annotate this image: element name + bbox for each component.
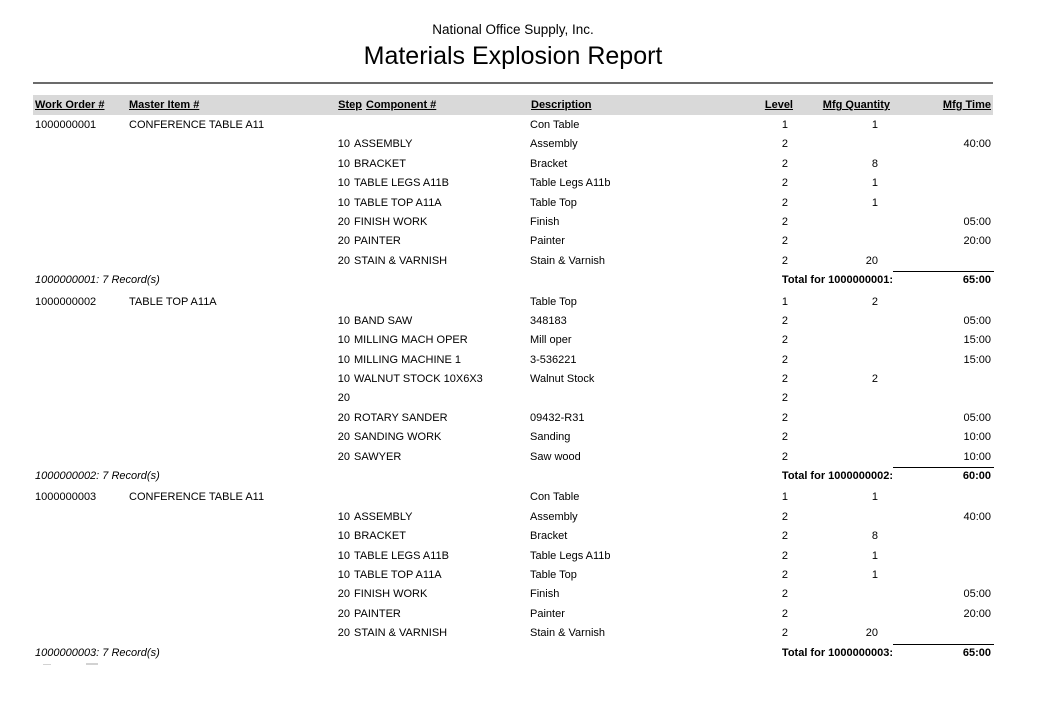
component-time: 40:00	[963, 510, 991, 523]
component-level: 2	[781, 177, 788, 190]
component-number: ASSEMBLY	[354, 510, 413, 523]
col-header-description: Description	[531, 99, 592, 111]
component-quantity: 8	[871, 157, 878, 170]
component-description: Mill oper	[530, 334, 572, 347]
component-quantity: 1	[871, 177, 878, 190]
component-description: Stain & Varnish	[530, 254, 606, 267]
component-row	[33, 155, 993, 174]
record-count-label: 1000000003: 7 Record(s)	[35, 646, 160, 659]
block-footer-row	[33, 644, 993, 663]
step-number: 10	[337, 157, 350, 170]
component-quantity: 1	[871, 196, 878, 209]
component-level: 2	[781, 568, 788, 581]
step-number: 20	[337, 392, 350, 405]
header-rule	[33, 82, 993, 84]
component-quantity: 1	[871, 568, 878, 581]
component-number: SANDING WORK	[354, 431, 442, 444]
step-number: 20	[337, 254, 350, 267]
master-item-row	[33, 116, 993, 135]
master-level: 1	[781, 119, 788, 131]
component-description: Finish	[530, 588, 560, 601]
master-level: 1	[781, 295, 788, 308]
work-order-number: 1000000003	[35, 491, 97, 504]
component-quantity: 1	[871, 549, 878, 562]
step-number: 10	[337, 353, 350, 366]
step-number: 20	[337, 627, 350, 640]
component-description: 09432-R31	[530, 411, 585, 424]
component-description: Bracket	[530, 530, 568, 543]
component-number: BAND SAW	[354, 314, 413, 327]
component-level: 2	[781, 157, 788, 170]
report-body	[33, 116, 993, 665]
component-row	[33, 585, 993, 604]
column-header-bar	[33, 95, 993, 115]
step-number: 20	[337, 411, 350, 424]
step-number: 20	[337, 607, 350, 620]
component-level: 2	[781, 392, 788, 405]
clipped-next-row-artifact	[43, 664, 51, 665]
component-description: Assembly	[530, 510, 578, 523]
block-footer-row	[33, 271, 993, 290]
step-number: 10	[337, 530, 350, 543]
component-quantity: 8	[871, 530, 878, 543]
company-name: National Office Supply, Inc.	[432, 22, 594, 37]
step-number: 20	[337, 215, 350, 228]
component-time: 15:00	[963, 353, 991, 366]
step-number: 10	[337, 314, 350, 327]
component-level: 2	[781, 627, 788, 640]
component-time: 10:00	[963, 450, 991, 463]
component-number: TABLE TOP A11A	[354, 196, 442, 209]
work-order-number: 1000000002	[35, 295, 97, 308]
total-time: 65:00	[962, 646, 991, 659]
component-level: 2	[781, 254, 788, 267]
master-item-row	[33, 293, 993, 312]
master-level: 1	[781, 491, 788, 504]
master-description: Con Table	[530, 491, 580, 504]
master-quantity: 1	[871, 491, 878, 504]
component-level: 2	[781, 431, 788, 444]
component-row	[33, 448, 993, 467]
component-number: FINISH WORK	[354, 588, 428, 601]
component-quantity: 20	[865, 627, 878, 640]
component-row	[33, 351, 993, 370]
component-description: Table Top	[530, 568, 577, 581]
component-row	[33, 605, 993, 624]
component-row	[33, 331, 993, 350]
component-row	[33, 409, 993, 428]
component-level: 2	[781, 215, 788, 228]
component-level: 2	[781, 607, 788, 620]
col-header-work-order: Work Order #	[35, 99, 105, 111]
component-row	[33, 527, 993, 546]
component-level: 2	[781, 588, 788, 601]
component-level: 2	[781, 450, 788, 463]
component-description: Table Top	[530, 196, 577, 209]
component-description: 3-536221	[530, 353, 577, 366]
component-level: 2	[781, 530, 788, 543]
component-number: TABLE LEGS A11B	[354, 177, 449, 190]
step-number: 20	[337, 431, 350, 444]
component-number: PAINTER	[354, 235, 401, 248]
master-item-number: CONFERENCE TABLE A11	[129, 491, 265, 504]
col-header-component: Component #	[366, 99, 437, 111]
work-order-number: 1000000001	[35, 119, 97, 131]
component-row	[33, 312, 993, 331]
component-number: ROTARY SANDER	[354, 411, 448, 424]
component-row	[33, 508, 993, 527]
step-number: 10	[337, 568, 350, 581]
master-item-row	[33, 488, 993, 507]
component-time: 40:00	[963, 138, 991, 151]
component-row	[33, 428, 993, 447]
component-row	[33, 135, 993, 154]
report-title: Materials Explosion Report	[363, 42, 663, 70]
work-order-block	[33, 116, 993, 291]
component-number: BRACKET	[354, 530, 406, 543]
component-row	[33, 252, 993, 271]
component-number: MILLING MACH OPER	[354, 334, 468, 347]
col-header-step: Step	[338, 99, 362, 111]
component-description: Sanding	[530, 431, 571, 444]
block-footer-row	[33, 467, 993, 486]
component-level: 2	[781, 373, 788, 386]
component-level: 2	[781, 138, 788, 151]
component-time: 15:00	[963, 334, 991, 347]
component-level: 2	[781, 196, 788, 209]
component-number: SAWYER	[354, 450, 402, 463]
component-description: Painter	[530, 607, 565, 620]
record-count-label: 1000000002: 7 Record(s)	[35, 470, 160, 483]
col-header-mfg-time: Mfg Time	[942, 99, 991, 111]
component-number: BRACKET	[354, 157, 406, 170]
step-number: 10	[337, 510, 350, 523]
component-row	[33, 232, 993, 251]
component-time: 20:00	[963, 607, 991, 620]
component-description: Table Legs A11b	[530, 549, 611, 562]
component-time: 05:00	[963, 411, 991, 424]
component-number: MILLING MACHINE 1	[354, 353, 461, 366]
component-time: 05:00	[963, 215, 991, 228]
component-level: 2	[781, 235, 788, 248]
component-row	[33, 194, 993, 213]
component-number: FINISH WORK	[354, 215, 428, 228]
work-order-block	[33, 488, 993, 663]
clipped-next-row-artifact	[86, 663, 98, 665]
component-number: STAIN & VARNISH	[354, 254, 448, 267]
component-row	[33, 624, 993, 643]
component-description: Table Legs A11b	[530, 177, 611, 190]
work-order-block	[33, 293, 993, 487]
step-number: 10	[337, 373, 350, 386]
total-time: 65:00	[962, 274, 991, 287]
component-time: 05:00	[963, 314, 991, 327]
component-number: PAINTER	[354, 607, 401, 620]
component-quantity: 2	[871, 373, 878, 386]
component-description: Saw wood	[530, 450, 581, 463]
component-number: WALNUT STOCK 10X6X3	[354, 373, 483, 386]
component-row	[33, 370, 993, 389]
col-header-master-item: Master Item #	[129, 99, 200, 111]
step-number: 20	[337, 450, 350, 463]
component-level: 2	[781, 314, 788, 327]
component-time: 20:00	[963, 235, 991, 248]
component-time: 05:00	[963, 588, 991, 601]
master-description: Con Table	[530, 119, 580, 131]
step-number: 10	[337, 138, 350, 151]
total-label: Total for 1000000001:	[781, 274, 893, 287]
total-time: 60:00	[962, 470, 991, 483]
component-number: STAIN & VARNISH	[354, 627, 448, 640]
component-level: 2	[781, 334, 788, 347]
component-description: 348183	[530, 314, 567, 327]
component-description: Stain & Varnish	[530, 627, 606, 640]
component-number: TABLE LEGS A11B	[354, 549, 449, 562]
component-description: Walnut Stock	[530, 373, 595, 386]
master-item-number: TABLE TOP A11A	[129, 295, 217, 308]
component-description: Bracket	[530, 157, 568, 170]
col-header-mfg-quantity: Mfg Quantity	[822, 99, 890, 111]
component-row	[33, 547, 993, 566]
step-number: 10	[337, 549, 350, 562]
component-description: Assembly	[530, 138, 578, 151]
component-time: 10:00	[963, 431, 991, 444]
record-count-label: 1000000001: 7 Record(s)	[35, 274, 160, 287]
component-quantity: 20	[865, 254, 878, 267]
component-level: 2	[781, 411, 788, 424]
component-description: Painter	[530, 235, 565, 248]
component-number: ASSEMBLY	[354, 138, 413, 151]
component-row	[33, 174, 993, 193]
total-label: Total for 1000000003:	[781, 646, 893, 659]
step-number: 20	[337, 235, 350, 248]
master-item-number: CONFERENCE TABLE A11	[129, 119, 265, 131]
component-number: TABLE TOP A11A	[354, 568, 442, 581]
component-level: 2	[781, 353, 788, 366]
step-number: 10	[337, 196, 350, 209]
component-description: Finish	[530, 215, 560, 228]
component-row	[33, 213, 993, 232]
step-number: 10	[337, 334, 350, 347]
master-quantity: 1	[871, 119, 878, 131]
master-description: Table Top	[530, 295, 577, 308]
master-quantity: 2	[871, 295, 878, 308]
total-label: Total for 1000000002:	[781, 470, 893, 483]
col-header-level: Level	[764, 99, 793, 111]
step-number: 10	[337, 177, 350, 190]
component-row	[33, 566, 993, 585]
component-level: 2	[781, 510, 788, 523]
component-level: 2	[781, 549, 788, 562]
component-row	[33, 389, 993, 408]
step-number: 20	[337, 588, 350, 601]
